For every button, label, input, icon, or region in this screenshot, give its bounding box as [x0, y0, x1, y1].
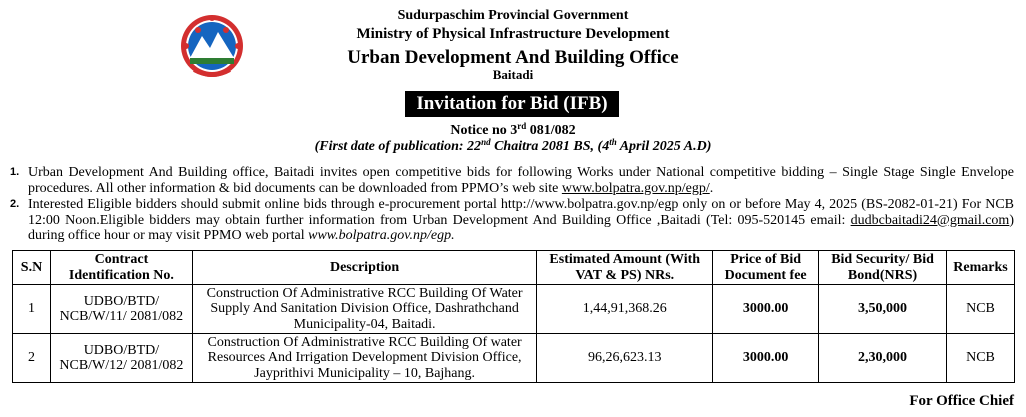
cell-amount: 1,44,91,368.26: [537, 285, 713, 334]
header-description: Description: [192, 251, 536, 285]
cell-remarks: NCB: [946, 285, 1014, 334]
email-link[interactable]: dudbcbaitadi24@gmail.com: [850, 212, 1010, 228]
paragraph-1: 1. Urban Development And Building office, Baitadi invites open competitive bids for following Works under National competitive bidding – Single Stage Single Envelope procedures. All other information & bid documents can be downloaded from PPMO’s web site www.bolpatra.gov.np/egp/.: [10, 165, 1014, 196]
office-name: Urban Development And Building Office: [347, 47, 679, 68]
cell-price: 3000.00: [713, 334, 819, 383]
header-sn: S.N: [13, 251, 51, 285]
bid-table: [12, 250, 1015, 383]
ifb-banner: Invitation for Bid (IFB): [405, 91, 619, 117]
cell-contract: UDBO/BTD/ NCB/W/12/ 2081/082: [50, 334, 192, 383]
publication-date: (First date of publication: 22nd Chaitra 2081 BS, (4th April 2025 A.D): [314, 137, 712, 154]
table-row: [13, 334, 1015, 383]
notice-number: Notice no 3rd 081/082: [450, 121, 576, 138]
portal-link[interactable]: www.bolpatra.gov.np/egp.: [308, 228, 455, 243]
signature-line: For Office Chief: [909, 393, 1014, 409]
paragraph-number: 2.: [10, 198, 20, 210]
header-amount: Estimated Amount (With VAT & PS) NRs.: [537, 251, 713, 285]
cell-contract: UDBO/BTD/ NCB/W/11/ 2081/082: [50, 285, 192, 334]
cell-amount: 96,26,623.13: [537, 334, 713, 383]
egp-link[interactable]: www.bolpatra.gov.np/egp/: [561, 180, 710, 196]
ministry-name: Ministry of Physical Infrastructure Development: [356, 26, 670, 42]
cell-sn: 2: [13, 334, 51, 383]
table-header-row: [13, 251, 1015, 285]
paragraph-2: 2. Interested Eligible bidders should submit online bids through e-procurement portal http://www.bolpatra.gov.np/egp only on or before May 4, 2025 (BS-2082-01-21) For NCB 12:00 Noon.Eligible bidders may obtain further information from Urban Development And Building Office ,Baitadi (Tel: 095-520145 email: dudbcbaitadi24@gmail.com) during office hour or may visit PPMO web portal www.bolpatra.gov.np/egp.: [10, 197, 1014, 243]
cell-security: 2,30,000: [819, 334, 947, 383]
header-remarks: Remarks: [946, 251, 1014, 285]
cell-price: 3000.00: [713, 285, 819, 334]
government-name: Sudurpaschim Provincial Government: [397, 8, 629, 23]
cell-security: 3,50,000: [819, 285, 947, 334]
header-price: Price of Bid Document fee: [713, 251, 819, 285]
cell-remarks: NCB: [946, 334, 1014, 383]
office-location: Baitadi: [492, 67, 534, 82]
cell-description: Construction Of Administrative RCC Building Of water Resources And Irrigation Development Division Office, Jayprithivi Municipality – 10, Bajhang.: [192, 334, 536, 383]
header-security: Bid Security/ Bid Bond(NRS): [819, 251, 947, 285]
header-contract: Contract Identification No.: [50, 251, 192, 285]
paragraph-number: 1.: [10, 166, 20, 178]
cell-sn: 1: [13, 285, 51, 334]
table-row: [13, 285, 1015, 334]
cell-description: Construction Of Administrative RCC Building Of Water Supply And Sanitation Division Office, Dashrathchand Municipality-04, Baitadi.: [192, 285, 536, 334]
